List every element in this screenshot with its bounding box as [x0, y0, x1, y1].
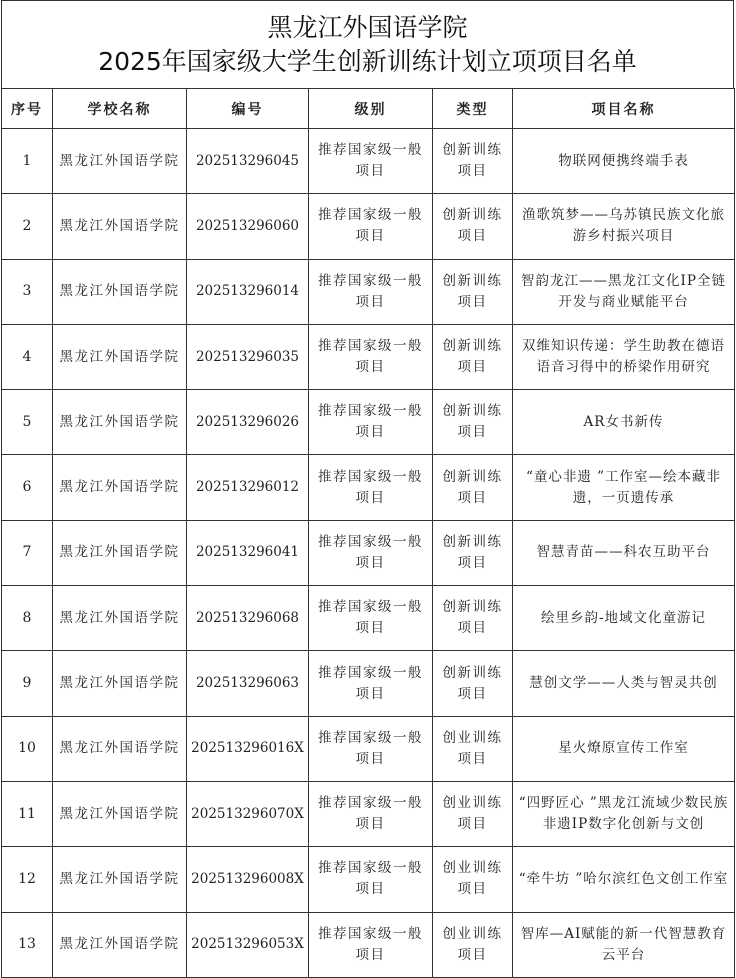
cell-type: 创新训练项目 — [433, 259, 513, 324]
table-row — [2, 324, 735, 389]
cell-type: 创新训练项目 — [433, 586, 513, 651]
cell-project: “童心非遗 ”工作室—绘本藏非遗，一页遗传承 — [513, 455, 735, 520]
cell-code: 202513296026 — [187, 390, 309, 455]
cell-project: 渔歌筑梦——乌苏镇民族文化旅游乡村振兴项目 — [513, 194, 735, 259]
table-body — [2, 129, 735, 978]
cell-level: 推荐国家级一般项目 — [309, 259, 433, 324]
table-row — [2, 520, 735, 585]
cell-school: 黑龙江外国语学院 — [53, 194, 187, 259]
cell-code: 202513296053X — [187, 912, 309, 977]
cell-code: 202513296008X — [187, 847, 309, 912]
cell-no: 11 — [2, 781, 53, 846]
cell-code: 202513296068 — [187, 586, 309, 651]
title-line-school: 黑龙江外国语学院 — [267, 12, 468, 42]
cell-no: 3 — [2, 259, 53, 324]
cell-school: 黑龙江外国语学院 — [53, 586, 187, 651]
cell-code: 202513296060 — [187, 194, 309, 259]
cell-project: 双维知识传递：学生助教在德语语音习得中的桥梁作用研究 — [513, 324, 735, 389]
title-line-list: 2025年国家级大学生创新训练计划立项项目名单 — [98, 46, 637, 76]
header-level: 级别 — [309, 89, 433, 129]
document-title — [1, 0, 734, 88]
table-row — [2, 455, 735, 520]
cell-level: 推荐国家级一般项目 — [309, 520, 433, 585]
cell-school: 黑龙江外国语学院 — [53, 847, 187, 912]
cell-code: 202513296045 — [187, 129, 309, 194]
cell-type: 创新训练项目 — [433, 455, 513, 520]
cell-type: 创业训练项目 — [433, 716, 513, 781]
cell-code: 202513296063 — [187, 651, 309, 716]
cell-school: 黑龙江外国语学院 — [53, 129, 187, 194]
cell-level: 推荐国家级一般项目 — [309, 455, 433, 520]
cell-level: 推荐国家级一般项目 — [309, 129, 433, 194]
cell-type: 创业训练项目 — [433, 847, 513, 912]
cell-school: 黑龙江外国语学院 — [53, 912, 187, 977]
cell-no: 9 — [2, 651, 53, 716]
cell-project: 物联网便携终端手表 — [513, 129, 735, 194]
cell-project: AR女书新传 — [513, 390, 735, 455]
cell-project: 慧创文学——人类与智灵共创 — [513, 651, 735, 716]
table-row — [2, 194, 735, 259]
cell-school: 黑龙江外国语学院 — [53, 520, 187, 585]
cell-school: 黑龙江外国语学院 — [53, 390, 187, 455]
cell-no: 1 — [2, 129, 53, 194]
cell-level: 推荐国家级一般项目 — [309, 586, 433, 651]
table-row — [2, 259, 735, 324]
cell-type: 创新训练项目 — [433, 129, 513, 194]
cell-code: 202513296035 — [187, 324, 309, 389]
cell-project: 智韵龙江——黑龙江文化IP全链开发与商业赋能平台 — [513, 259, 735, 324]
table-row — [2, 129, 735, 194]
cell-code: 202513296041 — [187, 520, 309, 585]
cell-type: 创业训练项目 — [433, 912, 513, 977]
cell-level: 推荐国家级一般项目 — [309, 651, 433, 716]
cell-level: 推荐国家级一般项目 — [309, 781, 433, 846]
header-type: 类型 — [433, 89, 513, 129]
cell-type: 创新训练项目 — [433, 194, 513, 259]
cell-code: 202513296070X — [187, 781, 309, 846]
cell-type: 创新训练项目 — [433, 324, 513, 389]
cell-type: 创业训练项目 — [433, 781, 513, 846]
header-school: 学校名称 — [53, 89, 187, 129]
cell-school: 黑龙江外国语学院 — [53, 716, 187, 781]
cell-project: “四野匠心 ”黑龙江流域少数民族非遗IP数字化创新与文创 — [513, 781, 735, 846]
cell-type: 创新训练项目 — [433, 651, 513, 716]
header-code: 编号 — [187, 89, 309, 129]
cell-project: “牵牛坊 ”哈尔滨红色文创工作室 — [513, 847, 735, 912]
cell-code: 202513296016X — [187, 716, 309, 781]
table-row — [2, 716, 735, 781]
table-row — [2, 912, 735, 977]
cell-no: 4 — [2, 324, 53, 389]
table-row — [2, 586, 735, 651]
cell-school: 黑龙江外国语学院 — [53, 324, 187, 389]
table-row — [2, 390, 735, 455]
cell-project: 智慧青苗——科农互助平台 — [513, 520, 735, 585]
table-row — [2, 781, 735, 846]
cell-no: 5 — [2, 390, 53, 455]
cell-level: 推荐国家级一般项目 — [309, 847, 433, 912]
cell-type: 创新训练项目 — [433, 390, 513, 455]
cell-no: 10 — [2, 716, 53, 781]
cell-school: 黑龙江外国语学院 — [53, 259, 187, 324]
cell-code: 202513296014 — [187, 259, 309, 324]
cell-no: 8 — [2, 586, 53, 651]
cell-no: 13 — [2, 912, 53, 977]
cell-project: 智库—AI赋能的新一代智慧教育云平台 — [513, 912, 735, 977]
cell-project: 星火燎原宣传工作室 — [513, 716, 735, 781]
cell-level: 推荐国家级一般项目 — [309, 716, 433, 781]
cell-school: 黑龙江外国语学院 — [53, 651, 187, 716]
cell-code: 202513296012 — [187, 455, 309, 520]
header-project: 项目名称 — [513, 89, 735, 129]
cell-project: 绘里乡韵-地域文化童游记 — [513, 586, 735, 651]
cell-school: 黑龙江外国语学院 — [53, 455, 187, 520]
cell-level: 推荐国家级一般项目 — [309, 194, 433, 259]
header-no: 序号 — [2, 89, 53, 129]
cell-no: 7 — [2, 520, 53, 585]
cell-level: 推荐国家级一般项目 — [309, 324, 433, 389]
table-header-row — [2, 89, 735, 129]
cell-level: 推荐国家级一般项目 — [309, 912, 433, 977]
cell-school: 黑龙江外国语学院 — [53, 781, 187, 846]
cell-no: 6 — [2, 455, 53, 520]
cell-no: 12 — [2, 847, 53, 912]
cell-level: 推荐国家级一般项目 — [309, 390, 433, 455]
cell-type: 创新训练项目 — [433, 520, 513, 585]
table-row — [2, 651, 735, 716]
table-row — [2, 847, 735, 912]
cell-no: 2 — [2, 194, 53, 259]
project-table — [1, 88, 735, 978]
